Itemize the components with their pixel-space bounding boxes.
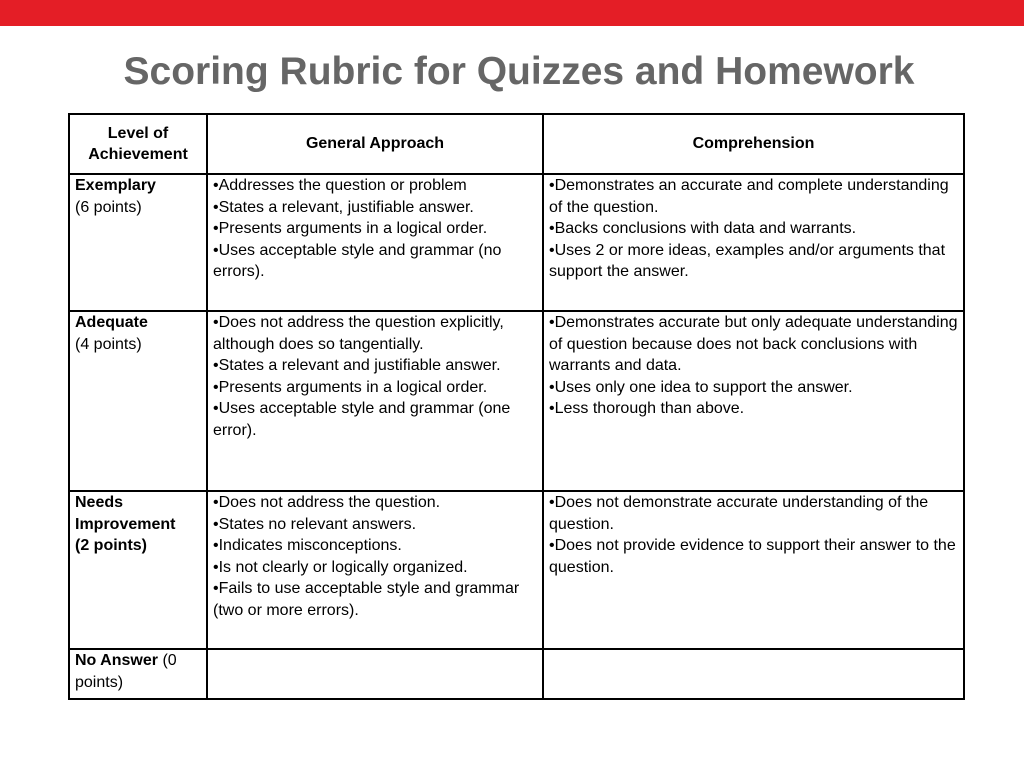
criterion-item: •Demonstrates an accurate and complete understanding of the question. [549, 177, 949, 216]
criterion-item: •States no relevant answers. [213, 515, 417, 533]
criterion-item: •Uses acceptable style and grammar (one error). [213, 400, 511, 439]
level-name: Exemplary [75, 177, 156, 194]
criterion-item: •Does not provide evidence to support their answer to the question. [549, 537, 956, 576]
general-approach-cell [207, 311, 543, 491]
criterion-item: •Addresses the question or problem [213, 177, 467, 194]
criterion-item: •Presents arguments in a logical order. [213, 220, 488, 237]
criterion-item: •Presents arguments in a logical order. [213, 378, 488, 396]
criterion-item: •States a relevant and justifiable answer. [213, 357, 501, 374]
level-cell-adequate [69, 311, 207, 491]
table-row-needs-improvement [69, 491, 964, 649]
criterion-item: •Does not demonstrate accurate understanding of the question. [549, 494, 929, 533]
criterion-item: •States a relevant, justifiable answer. [213, 198, 474, 216]
comprehension-cell [543, 649, 964, 699]
criterion-item: •Indicates misconceptions. [213, 537, 402, 554]
table-header-row [69, 114, 964, 174]
comprehension-cell [543, 174, 964, 311]
level-cell-exemplary [69, 174, 207, 311]
general-approach-cell [207, 491, 543, 649]
level-points: (2 points) [75, 537, 147, 554]
criterion-item: •Fails to use acceptable style and grammar (two or more errors). [213, 580, 520, 619]
criterion-item: •Does not address the question explicitly, although does so tangentially. [213, 314, 504, 353]
level-points: (6 points) [75, 198, 142, 216]
rubric-table [68, 113, 965, 700]
level-cell-no-answer [69, 649, 207, 699]
table-row-no-answer [69, 649, 964, 699]
criterion-item: •Uses acceptable style and grammar (no errors). [213, 241, 502, 280]
top-accent-bar [0, 0, 1024, 26]
header-comprehension: Comprehension [543, 114, 964, 174]
general-approach-cell [207, 649, 543, 699]
level-points: (4 points) [75, 335, 142, 353]
criterion-item: •Uses only one idea to support the answer. [549, 378, 853, 396]
comprehension-cell [543, 311, 964, 491]
level-points: (0 points) [75, 652, 177, 691]
criterion-item: •Does not address the question. [213, 494, 441, 511]
header-general-approach: General Approach [207, 114, 543, 174]
header-level-of-achievement: Level of Achievement [69, 114, 207, 174]
level-name: Needs Improvement [75, 494, 176, 533]
criterion-item: •Backs conclusions with data and warrants. [549, 220, 857, 237]
criterion-item: •Uses 2 or more ideas, examples and/or arguments that support the answer. [549, 241, 946, 280]
page-title: Scoring Rubric for Quizzes and Homework [123, 50, 915, 93]
criterion-item: •Less thorough than above. [549, 400, 745, 417]
level-name: Adequate [75, 314, 148, 331]
general-approach-cell [207, 174, 543, 311]
level-cell-needs-improvement [69, 491, 207, 649]
table-row-exemplary [69, 174, 964, 311]
criterion-item: •Demonstrates accurate but only adequate understanding of question because does not back conclusions with warrants and data. [549, 314, 958, 374]
criterion-item: •Is not clearly or logically organized. [213, 558, 468, 576]
table-row-adequate [69, 311, 964, 491]
comprehension-cell [543, 491, 964, 649]
level-name: No Answer [75, 652, 158, 669]
